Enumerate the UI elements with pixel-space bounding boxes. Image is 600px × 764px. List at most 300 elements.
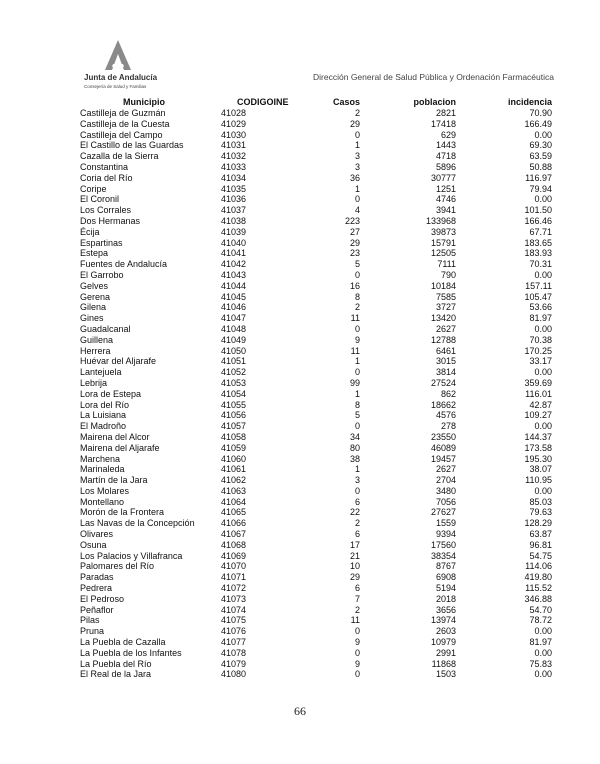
cell-casos: 5 [354, 410, 360, 421]
cell-casos: 3 [354, 151, 360, 162]
cell-poblacion: 2991 [435, 647, 456, 658]
cell-poblacion: 862 [440, 388, 456, 399]
cell-incidencia: 183.93 [524, 248, 552, 259]
cell-municipio: El Real de la Jara [80, 669, 152, 680]
cell-poblacion: 13420 [430, 313, 456, 324]
cell-municipio: El Madroño [80, 421, 127, 432]
cell-casos: 5 [354, 259, 360, 270]
cell-codigoine: 41043 [221, 269, 247, 280]
cell-codigoine: 41061 [221, 464, 247, 475]
cell-poblacion: 1559 [435, 518, 456, 529]
table-row [79, 605, 554, 616]
cell-casos: 10 [349, 561, 360, 572]
cell-municipio: Morón de la Frontera [80, 507, 165, 518]
table-row [79, 205, 554, 216]
cell-poblacion: 39873 [430, 226, 456, 237]
col-header-municipio: Municipio [123, 97, 165, 107]
cell-municipio: Mairena del Aljarafe [80, 442, 160, 453]
table-row [79, 421, 554, 432]
cell-incidencia: 109.27 [524, 410, 552, 421]
cell-incidencia: 69.30 [529, 140, 552, 151]
cell-incidencia: 70.38 [529, 334, 552, 345]
cell-casos: 8 [354, 291, 360, 302]
cell-incidencia: 79.94 [529, 183, 552, 194]
cell-municipio: Mairena del Alcor [80, 431, 150, 442]
table-row [79, 313, 554, 324]
cell-incidencia: 63.87 [529, 529, 552, 540]
incidence-table [79, 97, 554, 680]
cell-municipio: Gelves [80, 280, 109, 291]
cell-poblacion: 3814 [435, 367, 456, 378]
cell-casos: 0 [354, 269, 360, 280]
cell-incidencia: 0.00 [534, 194, 552, 205]
cell-municipio: Guadalcanal [80, 323, 131, 334]
table-row [79, 626, 554, 637]
table-row [79, 378, 554, 389]
cell-codigoine: 41055 [221, 399, 247, 410]
table-row [79, 356, 554, 367]
cell-incidencia: 170.25 [524, 345, 552, 356]
cell-poblacion: 2627 [435, 464, 456, 475]
junta-logo-icon [102, 40, 134, 70]
cell-municipio: Castilleja del Campo [80, 129, 163, 140]
table-row [79, 367, 554, 378]
cell-codigoine: 41033 [221, 161, 247, 172]
cell-codigoine: 41075 [221, 615, 247, 626]
cell-incidencia: 0.00 [534, 129, 552, 140]
cell-municipio: Las Navas de la Concepción [80, 518, 195, 529]
cell-municipio: Palomares del Río [80, 561, 155, 572]
cell-codigoine: 41039 [221, 226, 247, 237]
cell-municipio: Écija [80, 226, 100, 237]
table-row [79, 151, 554, 162]
cell-codigoine: 41040 [221, 237, 247, 248]
table-row [79, 270, 554, 281]
cell-incidencia: 75.83 [529, 658, 552, 669]
cell-codigoine: 41049 [221, 334, 247, 345]
cell-codigoine: 41045 [221, 291, 247, 302]
cell-incidencia: 183.65 [524, 237, 552, 248]
cell-municipio: Dos Hermanas [80, 215, 141, 226]
cell-incidencia: 144.37 [524, 431, 552, 442]
cell-codigoine: 41046 [221, 302, 247, 313]
cell-casos: 6 [354, 583, 360, 594]
cell-codigoine: 41048 [221, 323, 247, 334]
cell-municipio: Huévar del Aljarafe [80, 356, 157, 367]
cell-codigoine: 41059 [221, 442, 247, 453]
cell-casos: 36 [349, 172, 360, 183]
cell-codigoine: 41069 [221, 550, 247, 561]
cell-municipio: Constantina [80, 161, 129, 172]
cell-municipio: Marinaleda [80, 464, 125, 475]
cell-casos: 1 [354, 356, 360, 367]
cell-codigoine: 41041 [221, 248, 247, 259]
cell-municipio: Pruna [80, 626, 105, 637]
cell-codigoine: 41051 [221, 356, 247, 367]
cell-municipio: Coria del Río [80, 172, 133, 183]
cell-municipio: Gines [80, 313, 104, 324]
cell-incidencia: 79.63 [529, 507, 552, 518]
cell-municipio: Los Palacios y Villafranca [80, 550, 183, 561]
cell-municipio: Los Molares [80, 485, 130, 496]
cell-incidencia: 78.72 [529, 615, 552, 626]
cell-poblacion: 790 [440, 269, 456, 280]
cell-casos: 0 [354, 367, 360, 378]
page-number: 66 [294, 704, 306, 718]
cell-casos: 16 [349, 280, 360, 291]
cell-codigoine: 41030 [221, 129, 247, 140]
cell-codigoine: 41065 [221, 507, 247, 518]
cell-codigoine: 41070 [221, 561, 247, 572]
cell-municipio: El Coronil [80, 194, 120, 205]
table-row [79, 486, 554, 497]
cell-casos: 1 [354, 183, 360, 194]
cell-incidencia: 195.30 [524, 453, 552, 464]
table-row [79, 184, 554, 195]
cell-incidencia: 110.95 [525, 475, 552, 486]
cell-codigoine: 41028 [221, 108, 247, 118]
cell-incidencia: 128.29 [524, 518, 552, 529]
cell-casos: 29 [349, 237, 360, 248]
table-row [79, 475, 554, 486]
cell-codigoine: 41068 [221, 539, 247, 550]
cell-municipio: Castilleja de la Cuesta [80, 118, 170, 129]
cell-incidencia: 0.00 [534, 626, 552, 637]
cell-municipio: La Luisiana [80, 410, 127, 421]
cell-municipio: Peñaflor [80, 604, 114, 615]
cell-municipio: La Puebla de los Infantes [80, 647, 182, 658]
table-row [79, 119, 554, 130]
cell-codigoine: 41052 [221, 367, 247, 378]
cell-incidencia: 116.01 [525, 388, 552, 399]
cell-codigoine: 41080 [221, 669, 247, 680]
cell-municipio: Lora de Estepa [80, 388, 142, 399]
cell-incidencia: 101.50 [524, 205, 552, 216]
cell-incidencia: 0.00 [534, 669, 552, 680]
cell-municipio: Montellano [80, 496, 125, 507]
cell-municipio: El Pedroso [80, 593, 125, 604]
cell-poblacion: 13974 [430, 615, 456, 626]
table-row [79, 507, 554, 518]
cell-poblacion: 30777 [430, 172, 456, 183]
table-row [79, 194, 554, 205]
cell-municipio: Espartinas [80, 237, 123, 248]
table-row [79, 216, 554, 227]
cell-municipio: La Puebla del Río [80, 658, 152, 669]
cell-codigoine: 41056 [221, 410, 247, 421]
cell-poblacion: 12505 [430, 248, 456, 259]
cell-codigoine: 41062 [221, 475, 247, 486]
table-row [79, 572, 554, 583]
col-header-codigoine: CODIGOINE [237, 97, 289, 107]
cell-casos: 34 [349, 431, 360, 442]
cell-poblacion: 12788 [430, 334, 456, 345]
table-row [79, 464, 554, 475]
cell-casos: 8 [354, 399, 360, 410]
cell-incidencia: 54.75 [529, 550, 552, 561]
cell-poblacion: 2704 [435, 475, 456, 486]
cell-poblacion: 7111 [437, 259, 456, 270]
cell-poblacion: 1503 [435, 669, 456, 680]
cell-municipio: Coripe [80, 183, 107, 194]
table-row [79, 108, 554, 119]
cell-poblacion: 38354 [430, 550, 456, 561]
cell-codigoine: 41076 [221, 626, 247, 637]
cell-casos: 0 [354, 647, 360, 658]
cell-incidencia: 42.87 [529, 399, 552, 410]
cell-municipio: Gerena [80, 291, 111, 302]
cell-municipio: El Castillo de las Guardas [80, 140, 184, 151]
cell-incidencia: 0.00 [534, 485, 552, 496]
cell-casos: 2 [354, 302, 360, 313]
table-row [79, 227, 554, 238]
cell-codigoine: 41038 [221, 215, 247, 226]
cell-poblacion: 3727 [435, 302, 456, 313]
table-row [79, 454, 554, 465]
cell-poblacion: 8767 [435, 561, 456, 572]
cell-casos: 223 [344, 215, 360, 226]
cell-incidencia: 81.97 [529, 637, 552, 648]
cell-codigoine: 41067 [221, 529, 247, 540]
cell-casos: 23 [349, 248, 360, 259]
cell-codigoine: 41032 [221, 151, 247, 162]
cell-casos: 11 [350, 313, 360, 324]
cell-casos: 21 [349, 550, 360, 561]
cell-codigoine: 41073 [221, 593, 247, 604]
col-header-casos: Casos [332, 97, 360, 107]
cell-municipio: Olivares [80, 529, 114, 540]
cell-poblacion: 629 [440, 129, 456, 140]
cell-codigoine: 41031 [221, 140, 247, 151]
cell-casos: 4 [354, 205, 360, 216]
cell-casos: 11 [350, 345, 360, 356]
cell-codigoine: 41054 [221, 388, 247, 399]
cell-codigoine: 41063 [221, 485, 247, 496]
cell-poblacion: 3015 [435, 356, 456, 367]
cell-poblacion: 133968 [425, 215, 456, 226]
table-row [79, 238, 554, 249]
org-name: Junta de Andalucía [84, 73, 158, 82]
cell-incidencia: 157.11 [525, 280, 552, 291]
cell-poblacion: 5194 [435, 583, 456, 594]
cell-incidencia: 0.00 [534, 647, 552, 658]
cell-incidencia: 0.00 [534, 367, 552, 378]
cell-casos: 1 [354, 140, 360, 151]
table-row [79, 637, 554, 648]
table-row [79, 540, 554, 551]
cell-incidencia: 54.70 [529, 604, 552, 615]
table-row [79, 518, 554, 529]
cell-incidencia: 38.07 [529, 464, 552, 475]
table-row [79, 173, 554, 184]
cell-poblacion: 3941 [435, 205, 456, 216]
cell-municipio: La Puebla de Cazalla [80, 637, 166, 648]
cell-codigoine: 41078 [221, 647, 247, 658]
table-row [79, 292, 554, 303]
cell-poblacion: 46089 [430, 442, 456, 453]
table-row [79, 410, 554, 421]
cell-incidencia: 81.97 [529, 313, 552, 324]
table-header [79, 97, 554, 108]
cell-codigoine: 41037 [221, 205, 247, 216]
table-row [79, 162, 554, 173]
cell-municipio: Marchena [80, 453, 121, 464]
cell-poblacion: 278 [440, 421, 456, 432]
cell-codigoine: 41079 [221, 658, 247, 669]
table-row [79, 302, 554, 313]
table-row [79, 259, 554, 270]
cell-casos: 3 [354, 475, 360, 486]
cell-poblacion: 4746 [435, 194, 456, 205]
cell-casos: 0 [354, 485, 360, 496]
cell-codigoine: 41053 [221, 377, 247, 388]
cell-casos: 0 [354, 421, 360, 432]
cell-casos: 29 [349, 118, 360, 129]
cell-poblacion: 3656 [435, 604, 456, 615]
cell-casos: 3 [354, 161, 360, 172]
cell-incidencia: 70.90 [529, 108, 552, 118]
cell-casos: 1 [354, 464, 360, 475]
table-row [79, 400, 554, 411]
cell-poblacion: 6908 [435, 572, 456, 583]
cell-casos: 2 [354, 518, 360, 529]
cell-poblacion: 9394 [435, 529, 456, 540]
cell-poblacion: 18662 [430, 399, 456, 410]
cell-incidencia: 50.88 [529, 161, 552, 172]
cell-poblacion: 10979 [430, 637, 456, 648]
cell-codigoine: 41066 [221, 518, 247, 529]
cell-poblacion: 4576 [435, 410, 456, 421]
cell-codigoine: 41064 [221, 496, 247, 507]
cell-incidencia: 0.00 [534, 323, 552, 334]
table-row [79, 529, 554, 540]
cell-casos: 0 [354, 194, 360, 205]
cell-incidencia: 116.97 [525, 172, 552, 183]
cell-incidencia: 70.31 [529, 259, 552, 270]
table-row [79, 648, 554, 659]
cell-casos: 9 [354, 334, 360, 345]
table-row [79, 281, 554, 292]
cell-casos: 2 [354, 604, 360, 615]
cell-casos: 7 [354, 593, 360, 604]
cell-municipio: Paradas [80, 572, 114, 583]
cell-poblacion: 7585 [435, 291, 456, 302]
cell-casos: 2 [354, 108, 360, 118]
cell-poblacion: 6461 [435, 345, 456, 356]
cell-casos: 38 [349, 453, 360, 464]
cell-codigoine: 41034 [221, 172, 247, 183]
table-row [79, 335, 554, 346]
cell-codigoine: 41060 [221, 453, 247, 464]
cell-codigoine: 41077 [221, 637, 247, 648]
cell-casos: 27 [349, 226, 360, 237]
table-row [79, 130, 554, 141]
table-row [79, 248, 554, 259]
cell-casos: 11 [350, 615, 360, 626]
cell-casos: 99 [349, 377, 360, 388]
cell-incidencia: 173.58 [524, 442, 552, 453]
table-row [79, 669, 554, 680]
cell-casos: 9 [354, 658, 360, 669]
table-row [79, 583, 554, 594]
table-row [79, 594, 554, 605]
cell-municipio: Castilleja de Guzmán [80, 108, 166, 118]
cell-incidencia: 105.47 [524, 291, 552, 302]
cell-incidencia: 359.69 [524, 377, 552, 388]
cell-incidencia: 96.81 [529, 539, 552, 550]
table-row [79, 324, 554, 335]
table-row [79, 615, 554, 626]
cell-incidencia: 419.80 [524, 572, 552, 583]
table-row [79, 561, 554, 572]
cell-codigoine: 41036 [221, 194, 247, 205]
cell-municipio: Fuentes de Andalucía [80, 259, 168, 270]
cell-poblacion: 17560 [430, 539, 456, 550]
cell-casos: 6 [354, 529, 360, 540]
cell-casos: 0 [354, 129, 360, 140]
cell-poblacion: 2821 [435, 108, 456, 118]
cell-casos: 17 [349, 539, 360, 550]
cell-municipio: Los Corrales [80, 205, 132, 216]
cell-poblacion: 1443 [435, 140, 456, 151]
cell-poblacion: 2018 [435, 593, 456, 604]
cell-municipio: Estepa [80, 248, 109, 259]
cell-poblacion: 15791 [430, 237, 456, 248]
cell-poblacion: 19457 [430, 453, 456, 464]
cell-municipio: Herrera [80, 345, 111, 356]
cell-poblacion: 7056 [435, 496, 456, 507]
cell-incidencia: 115.52 [525, 583, 552, 594]
cell-codigoine: 41047 [221, 313, 247, 324]
cell-municipio: Lebrija [80, 377, 108, 388]
cell-incidencia: 85.03 [529, 496, 552, 507]
cell-municipio: Lantejuela [80, 367, 122, 378]
direction-header: Dirección General de Salud Pública y Ordenación Farmacéutica [313, 72, 554, 82]
cell-poblacion: 11868 [431, 658, 456, 669]
cell-incidencia: 114.06 [525, 561, 552, 572]
cell-poblacion: 3480 [435, 485, 456, 496]
cell-codigoine: 41050 [221, 345, 247, 356]
cell-municipio: El Garrobo [80, 269, 124, 280]
cell-poblacion: 27524 [430, 377, 456, 388]
cell-poblacion: 2603 [435, 626, 456, 637]
cell-poblacion: 5896 [435, 161, 456, 172]
cell-codigoine: 41029 [221, 118, 247, 129]
cell-municipio: Cazalla de la Sierra [80, 151, 159, 162]
cell-municipio: Gilena [80, 302, 107, 313]
cell-casos: 6 [354, 496, 360, 507]
cell-incidencia: 0.00 [534, 421, 552, 432]
cell-codigoine: 41074 [221, 604, 247, 615]
cell-poblacion: 10184 [430, 280, 456, 291]
org-subtitle: Consejería de Salud y Familias [84, 84, 147, 89]
cell-poblacion: 4718 [435, 151, 456, 162]
table-row [79, 346, 554, 357]
cell-municipio: Pilas [80, 615, 100, 626]
cell-codigoine: 41044 [221, 280, 247, 291]
cell-codigoine: 41071 [221, 572, 247, 583]
cell-poblacion: 1251 [435, 183, 456, 194]
cell-incidencia: 166.49 [524, 118, 552, 129]
cell-casos: 80 [349, 442, 360, 453]
cell-casos: 29 [349, 572, 360, 583]
cell-municipio: Osuna [80, 539, 107, 550]
junta-logo [84, 40, 174, 95]
cell-incidencia: 0.00 [534, 269, 552, 280]
cell-codigoine: 41057 [221, 421, 247, 432]
cell-codigoine: 41072 [221, 583, 247, 594]
table-row [79, 432, 554, 443]
